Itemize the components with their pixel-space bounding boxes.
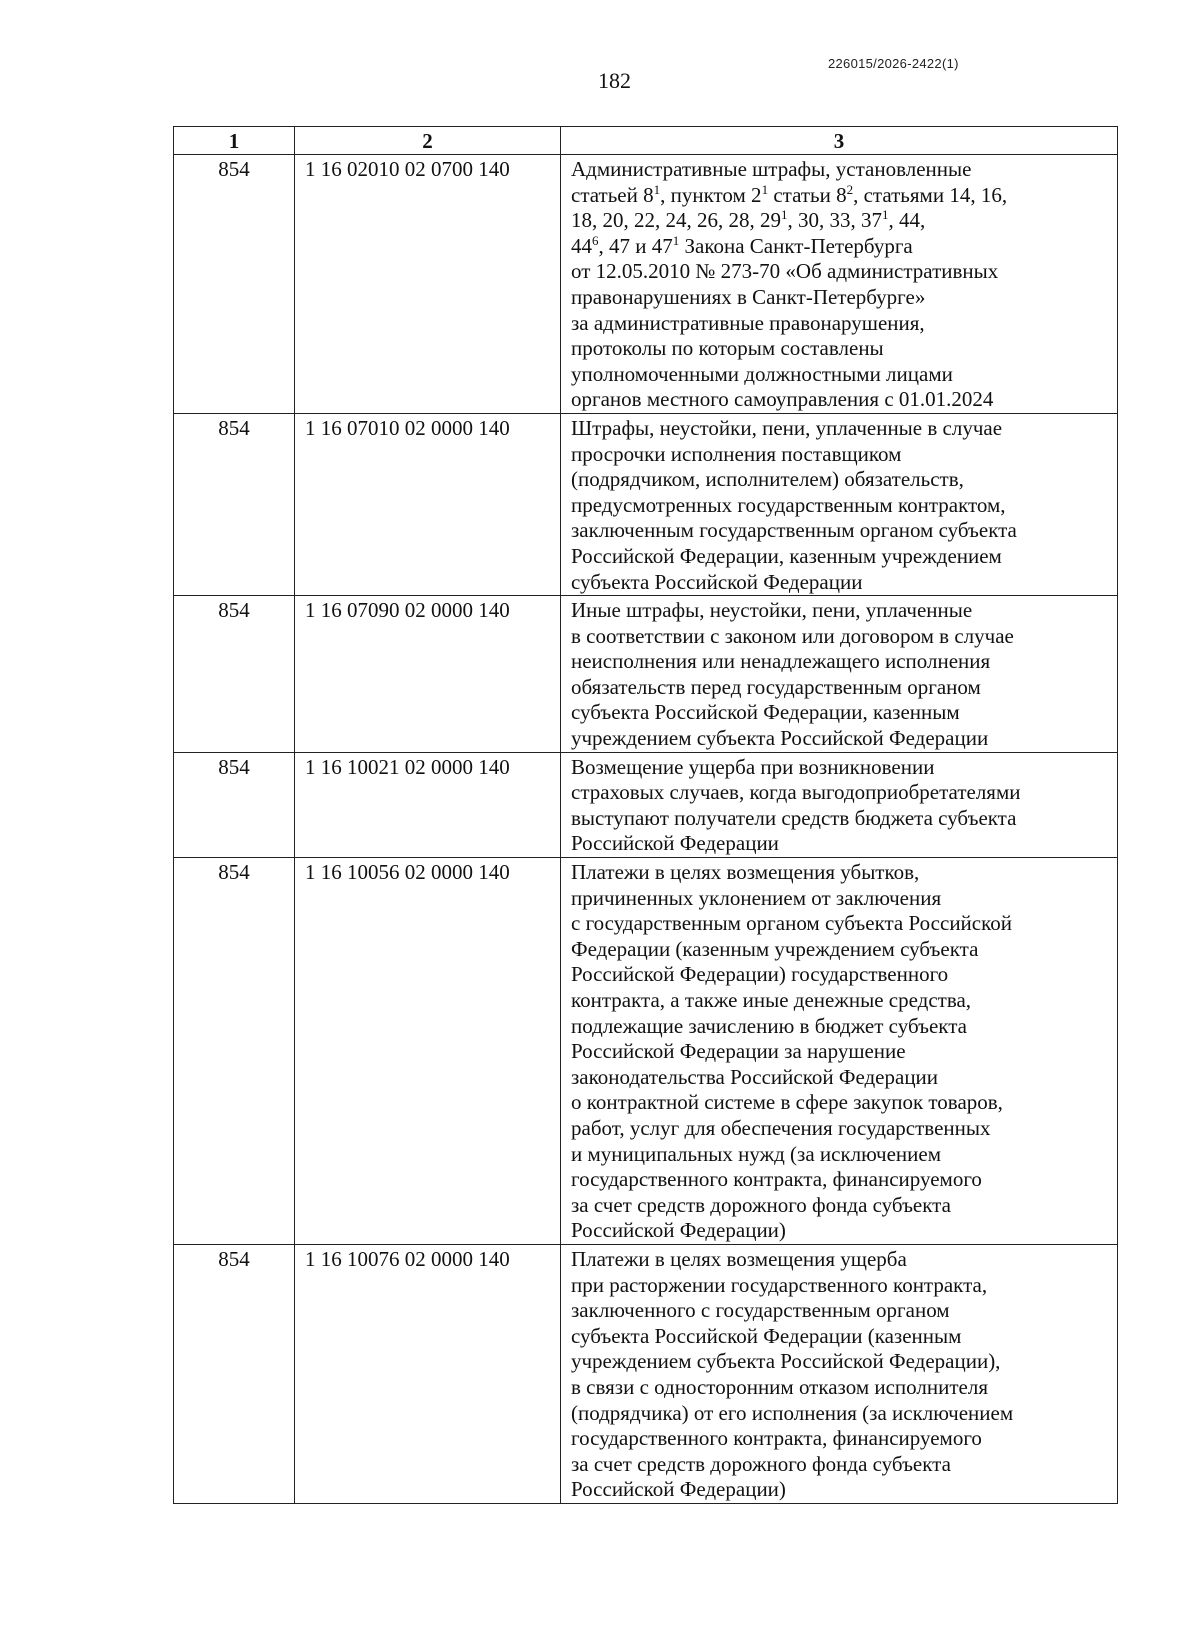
- description-line: протоколы по которым составлены: [571, 336, 884, 361]
- column-header-1: 1: [174, 127, 295, 155]
- description-line: правонарушениях в Санкт-Петербурге»: [571, 284, 926, 309]
- table-row: [174, 752, 1118, 857]
- description-cell: [561, 858, 1118, 1245]
- description-line: с государственным органом субъекта Российской: [571, 911, 1012, 936]
- table-header-row: [174, 127, 1118, 155]
- budget-classification-table: [173, 126, 1118, 1504]
- description-line: и муниципальных нужд (за исключением: [571, 1141, 941, 1166]
- description-line: работ, услуг для обеспечения государственных: [571, 1115, 991, 1140]
- description-line: неисполнения или ненадлежащего исполнения: [571, 649, 991, 674]
- kbk-code-cell: 1 16 07010 02 0000 140: [295, 413, 561, 595]
- description-line: Федерации (казенным учреждением субъекта: [571, 936, 979, 961]
- description-line: уполномоченными должностными лицами: [571, 361, 953, 386]
- column-header-2: 2: [295, 127, 561, 155]
- description-line: обязательств перед государственным органом: [571, 674, 981, 699]
- kbk-code-cell: 1 16 10021 02 0000 140: [295, 752, 561, 857]
- description-line: субъекта Российской Федерации: [571, 569, 863, 594]
- table-row: [174, 413, 1118, 595]
- description-line: заключенным государственным органом субъекта: [571, 518, 1017, 543]
- description-line: просрочки исполнения поставщиком: [571, 441, 902, 466]
- description-line: Российской Федерации: [571, 831, 779, 856]
- description-line: $44^6$, 47 и $47^1$ Закона Санкт-Петербурга: [571, 232, 913, 258]
- description-line: заключенного с государственным органом: [571, 1298, 950, 1323]
- description-line: Платежи в целях возмещения убытков,: [571, 860, 920, 885]
- description-line: о контрактной системе в сфере закупок товаров,: [571, 1090, 1003, 1115]
- description-line: Российской Федерации) государственного: [571, 962, 949, 987]
- description-line: Штрафы, неустойки, пени, уплаченные в случае: [571, 415, 1003, 440]
- kbk-code-cell: 1 16 10076 02 0000 140: [295, 1244, 561, 1503]
- admin-code-cell: 854: [174, 413, 295, 595]
- table-body: [174, 155, 1118, 1504]
- description-line: причиненных уклонением от заключения: [571, 885, 942, 910]
- description-line: (подрядчика) от его исполнения (за исключением: [571, 1400, 1014, 1425]
- document-id: 226015/2026-2422(1): [828, 56, 959, 71]
- kbk-code-cell: 1 16 02010 02 0700 140: [295, 155, 561, 414]
- description-cell: [561, 155, 1118, 414]
- description-line: за административные правонарушения,: [571, 310, 925, 335]
- description-line: Российской Федерации за нарушение: [571, 1039, 906, 1064]
- description-line: субъекта Российской Федерации (казенным: [571, 1323, 962, 1348]
- page-number: 182: [598, 68, 631, 93]
- description-line: Возмещение ущерба при возникновении: [571, 754, 935, 779]
- description-line: от 12.05.2010 № 273-70 «Об административных: [571, 259, 999, 284]
- description-line: статьей $8^1$, пунктом $2^1$ статьи $8^2$, статьями 14, 16,: [571, 181, 1008, 207]
- description-line: при расторжении государственного контракта,: [571, 1272, 988, 1297]
- kbk-code-cell: 1 16 07090 02 0000 140: [295, 596, 561, 753]
- column-header-3: 3: [561, 127, 1118, 155]
- description-line: за счет средств дорожного фонда субъекта: [571, 1451, 951, 1476]
- admin-code-cell: 854: [174, 752, 295, 857]
- description-cell: [561, 413, 1118, 595]
- description-line: в связи с односторонним отказом исполнителя: [571, 1374, 988, 1399]
- description-line: 18, 20, 22, 24, 26, 28, $29^1$, 30, 33, $37^1$, 44,: [571, 207, 926, 233]
- description-line: (подрядчиком, исполнителем) обязательств,: [571, 467, 964, 492]
- description-cell: [561, 1244, 1118, 1503]
- description-line: учреждением субъекта Российской Федерации: [571, 726, 989, 751]
- table-row: [174, 1244, 1118, 1503]
- description-line: законодательства Российской Федерации: [571, 1064, 939, 1089]
- description-line: за счет средств дорожного фонда субъекта: [571, 1192, 951, 1217]
- description-cell: [561, 596, 1118, 753]
- description-line: страховых случаев, когда выгодоприобретателями: [571, 780, 1021, 805]
- description-line: Административные штрафы, установленные: [571, 157, 972, 181]
- description-line: Платежи в целях возмещения ущерба: [571, 1246, 907, 1271]
- description-line: подлежащие зачислению в бюджет субъекта: [571, 1013, 967, 1038]
- description-line: предусмотренных государственным контрактом,: [571, 492, 1006, 517]
- table-row: [174, 858, 1118, 1245]
- admin-code-cell: 854: [174, 1244, 295, 1503]
- description-line: учреждением субъекта Российской Федерации),: [571, 1349, 1001, 1374]
- description-line: Российской Федерации): [571, 1477, 786, 1502]
- table-row: [174, 155, 1118, 414]
- description-line: выступают получатели средств бюджета субъекта: [571, 805, 1017, 830]
- description-line: субъекта Российской Федерации, казенным: [571, 700, 960, 725]
- description-line: контракта, а также иные денежные средства,: [571, 988, 972, 1012]
- description-line: органов местного самоуправления с 01.01.2024: [571, 387, 994, 412]
- admin-code-cell: 854: [174, 155, 295, 414]
- admin-code-cell: 854: [174, 596, 295, 753]
- table-row: [174, 596, 1118, 753]
- kbk-code-cell: 1 16 10056 02 0000 140: [295, 858, 561, 1245]
- description-cell: [561, 752, 1118, 857]
- description-line: государственного контракта, финансируемого: [571, 1426, 982, 1451]
- admin-code-cell: 854: [174, 858, 295, 1245]
- description-line: Российской Федерации, казенным учреждением: [571, 543, 1002, 568]
- description-line: Иные штрафы, неустойки, пени, уплаченные: [571, 598, 973, 623]
- description-line: Российской Федерации): [571, 1218, 786, 1243]
- description-line: государственного контракта, финансируемого: [571, 1167, 982, 1192]
- description-line: в соответствии с законом или договором в случае: [571, 623, 1014, 648]
